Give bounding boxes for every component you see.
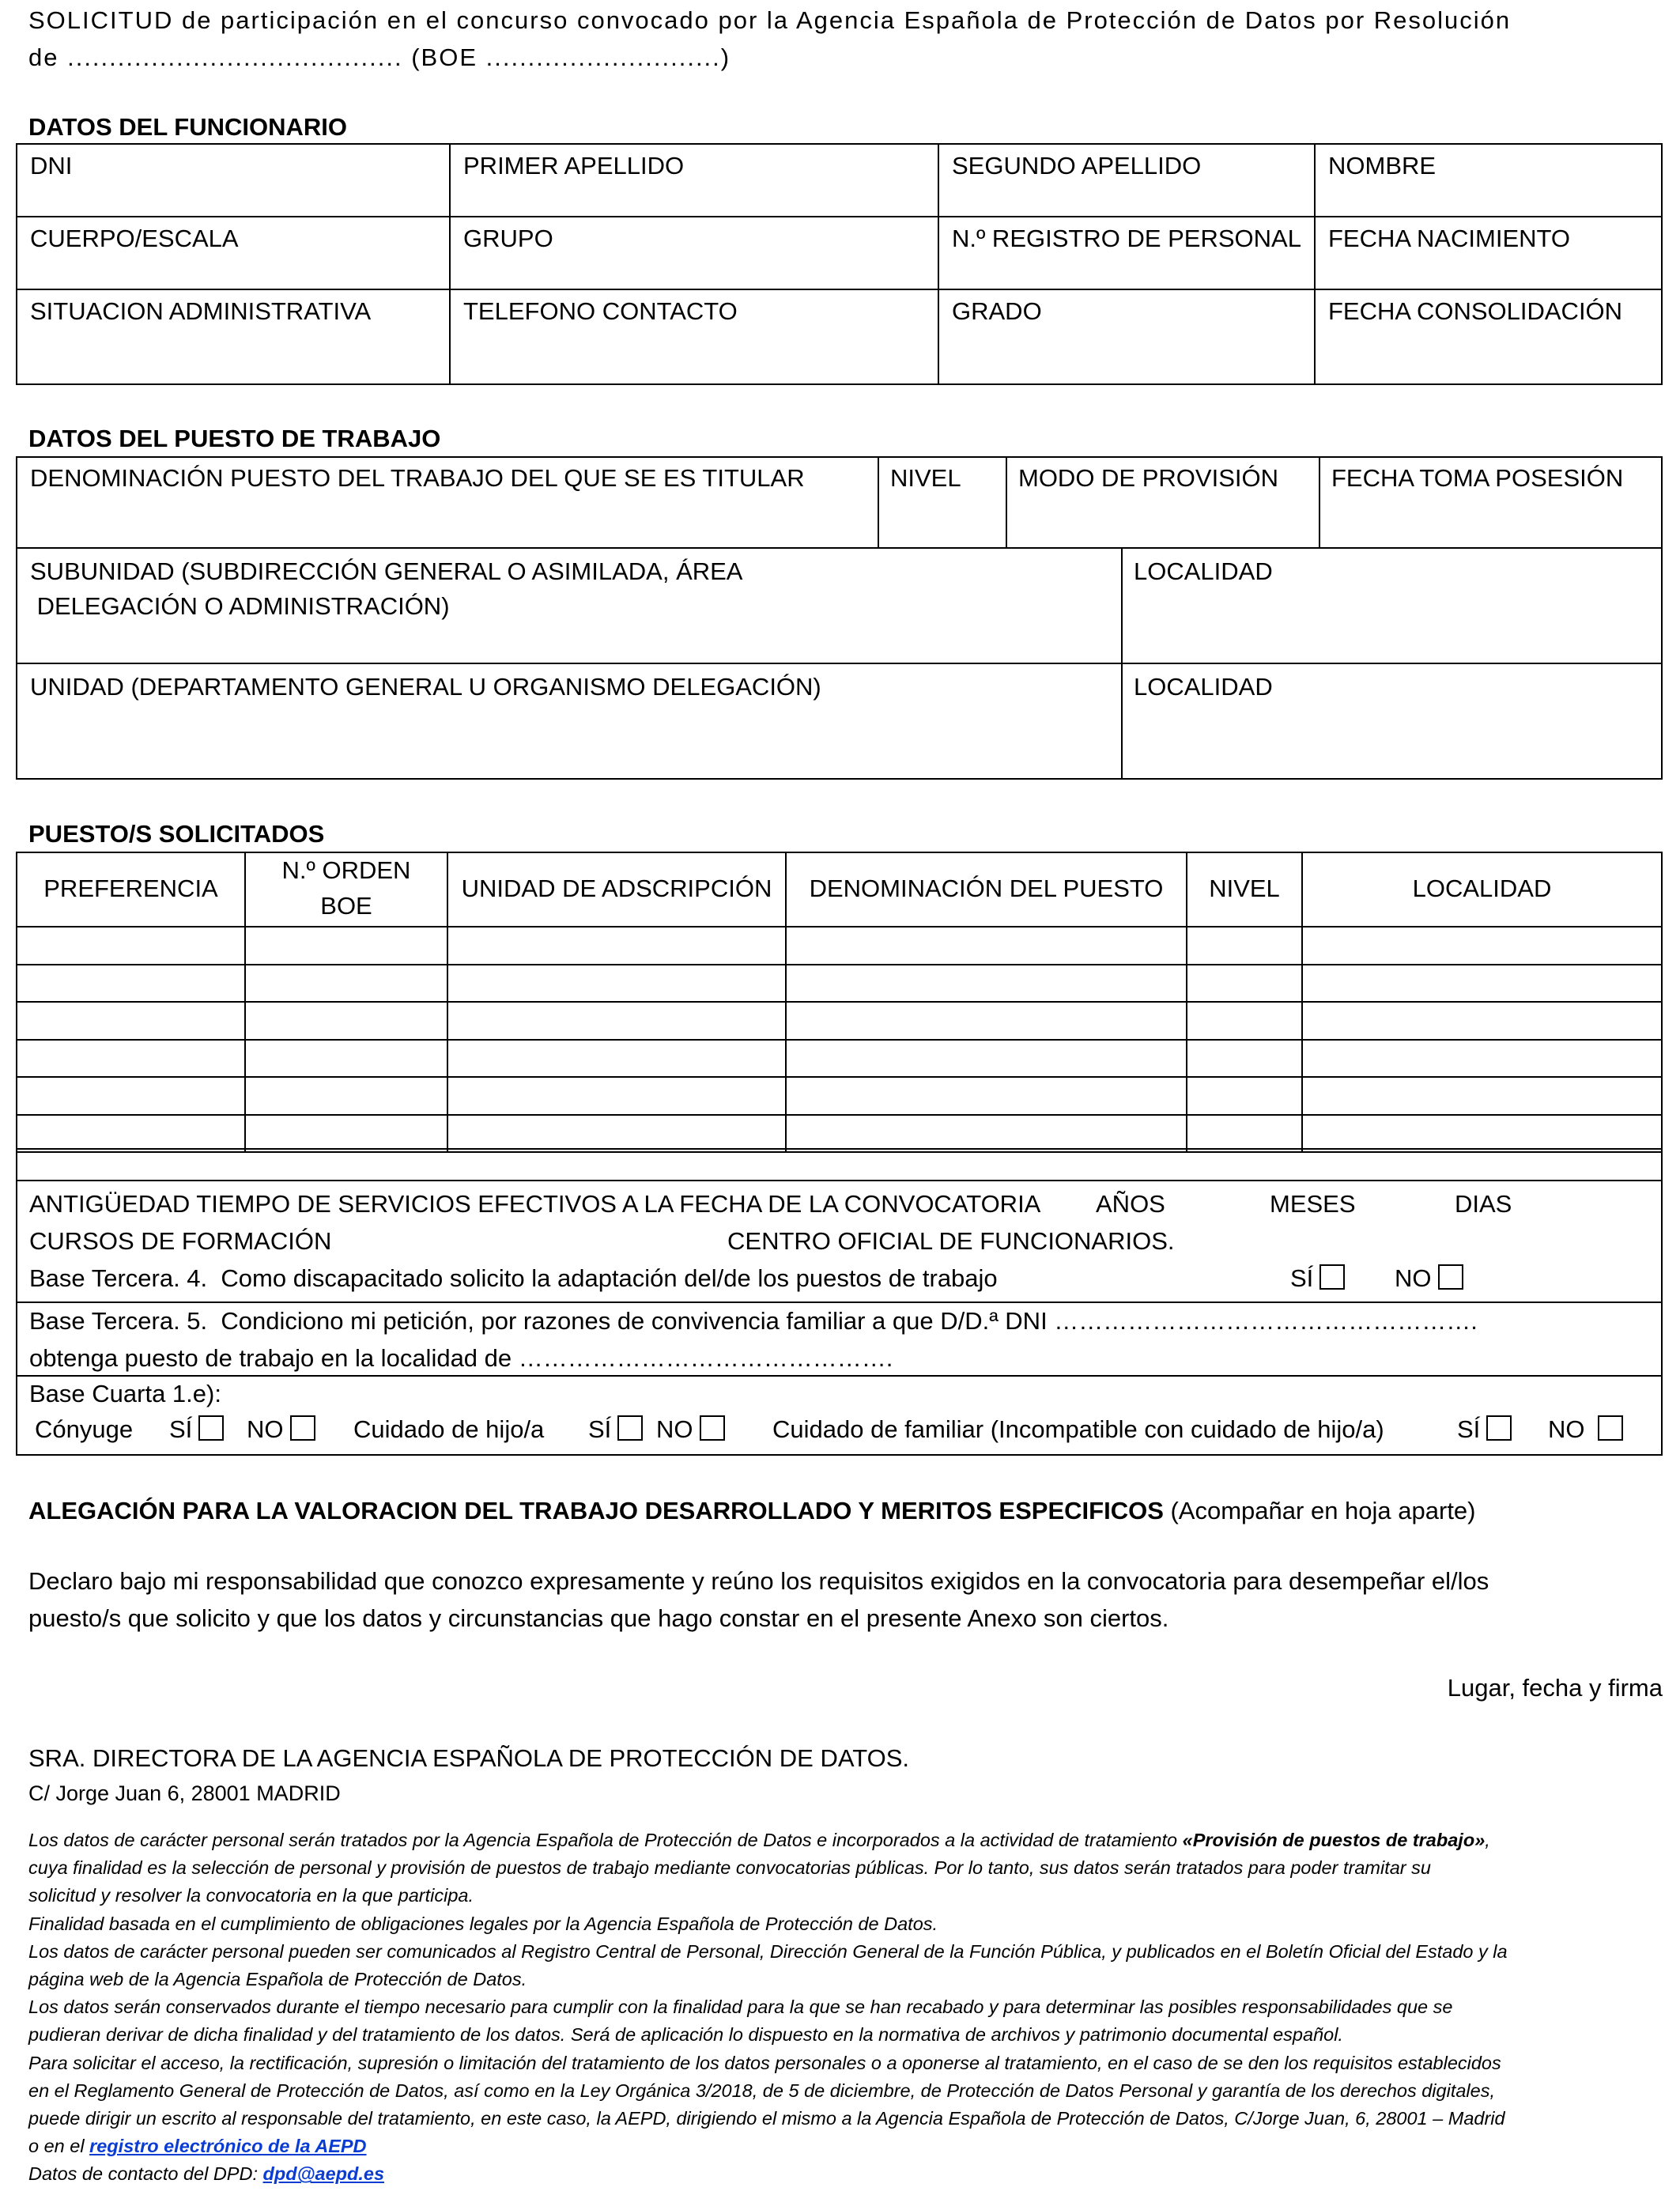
solicitado-cell[interactable] <box>244 1076 448 1116</box>
field-subunidad[interactable] <box>16 547 1123 664</box>
legal-text: o en el <box>28 2136 90 2157</box>
solicitado-cell[interactable] <box>785 964 1187 1003</box>
col-header-label: LOCALIDAD <box>1412 875 1552 902</box>
alegacion-line <box>28 1496 1476 1525</box>
centro-label: CENTRO OFICIAL DE FUNCIONARIOS. <box>727 1227 1175 1255</box>
checkbox-familiar-si[interactable] <box>1486 1415 1512 1441</box>
solicitado-cell[interactable] <box>1186 926 1303 965</box>
base-35-line-2: obtenga puesto de trabajo en la localidad de ………………………………………. <box>29 1344 893 1372</box>
field-label: TELEFONO CONTACTO <box>463 297 738 325</box>
conyuge-no <box>247 1415 315 1444</box>
blank-row <box>16 1148 1663 1181</box>
field-cuerpo-escala[interactable] <box>16 216 451 290</box>
header-line-1: SOLICITUD de participación en el concurso convocado por la Agencia Española de Protección de Datos por Resolución <box>28 6 1512 34</box>
alegacion-note: (Acompañar en hoja aparte) <box>1163 1497 1476 1524</box>
destinatario-line-1: SRA. DIRECTORA DE LA AGENCIA ESPAÑOLA DE PROTECCIÓN DE DATOS. <box>28 1744 910 1772</box>
antiguedad-label: ANTIGÜEDAD TIEMPO DE SERVICIOS EFECTIVOS A LA FECHA DE LA CONVOCATORIA <box>29 1190 1041 1218</box>
solicitado-cell[interactable] <box>447 964 787 1003</box>
solicitado-cell[interactable] <box>785 1039 1187 1079</box>
field-grupo[interactable] <box>449 216 939 290</box>
solicitado-cell[interactable] <box>1301 1076 1663 1116</box>
legal-line: Para solicitar el acceso, la rectificación, supresión o limitación del tratamiento de los datos personales o a oponerse al tratamiento, en el caso de se den los requisitos establecidos <box>28 2052 1501 2073</box>
anos-label: AÑOS <box>1096 1190 1165 1218</box>
solicitado-cell[interactable] <box>1301 1039 1663 1079</box>
field-dni[interactable] <box>16 143 451 217</box>
hijo-no <box>656 1415 725 1444</box>
checkbox-conyuge-no[interactable] <box>290 1415 315 1441</box>
checkbox-base34-si[interactable] <box>1319 1264 1345 1290</box>
solicitado-cell[interactable] <box>1301 1114 1663 1154</box>
registro-electronico-link[interactable]: registro electrónico de la AEPD <box>89 2136 367 2157</box>
checkbox-base34-no[interactable] <box>1438 1264 1463 1290</box>
legal-line <box>28 2133 1665 2160</box>
declaracion-line-2: puesto/s que solicito y que los datos y circunstancias que hago constar en el presente Anexo son ciertos. <box>28 1604 1169 1632</box>
legal-text: Datos de contacto del DPD: <box>28 2163 263 2185</box>
legal-line: en el Reglamento General de Protección de Datos, así como en la Ley Orgánica 3/2018, de 5 de diciembre, de Protección de Datos Personal y garantía de los derechos digitales, <box>28 2080 1495 2101</box>
legal-line <box>28 1827 1665 1854</box>
checkbox-hijo-si[interactable] <box>617 1415 643 1441</box>
field-fecha-toma-posesion[interactable] <box>1319 456 1663 549</box>
solicitado-cell[interactable] <box>1186 964 1303 1003</box>
si-label: SÍ <box>1290 1264 1314 1292</box>
field-nivel[interactable] <box>878 456 1007 549</box>
col-header-label: UNIDAD DE ADSCRIPCIÓN <box>461 875 772 902</box>
alegacion-title: ALEGACIÓN PARA LA VALORACION DEL TRABAJO DESARROLLADO Y MERITOS ESPECIFICOS <box>28 1497 1164 1524</box>
dias-label: DIAS <box>1455 1190 1512 1218</box>
solicitado-cell[interactable] <box>16 1076 246 1116</box>
familiar-no <box>1548 1415 1623 1444</box>
field-label: N.º REGISTRO DE PERSONAL <box>952 225 1301 252</box>
solicitado-cell[interactable] <box>785 1114 1187 1154</box>
no-label: NO <box>247 1415 284 1443</box>
checkbox-familiar-no[interactable] <box>1598 1415 1623 1441</box>
dpd-email-link[interactable]: dpd@aepd.es <box>262 2163 385 2185</box>
col-header-preferencia <box>16 852 246 927</box>
base-34-no <box>1395 1264 1463 1293</box>
no-label: NO <box>1548 1415 1585 1443</box>
field-nombre[interactable] <box>1314 143 1663 217</box>
legal-line: Los datos de carácter personal pueden ser comunicados al Registro Central de Personal, Dirección General de la Función Pública, y publicados en el Boletín Oficial del Estado y la <box>28 1940 1508 1962</box>
cuidado-familiar-label: Cuidado de familiar (Incompatible con cuidado de hijo/a) <box>772 1415 1384 1443</box>
conyuge-si <box>169 1415 224 1444</box>
si-label: SÍ <box>1457 1415 1481 1443</box>
col-header-label: N.º ORDEN <box>281 856 411 884</box>
field-situacion-administrativa[interactable] <box>16 289 451 385</box>
destinatario-line-2: C/ Jorge Juan 6, 28001 MADRID <box>28 1781 341 1805</box>
legal-text: , <box>1485 1830 1490 1850</box>
no-label: NO <box>656 1415 693 1443</box>
field-label: FECHA TOMA POSESIÓN <box>1331 464 1624 492</box>
legal-line: solicitud y resolver la convocatoria en la que participa. <box>28 1885 474 1906</box>
legal-line: página web de la Agencia Española de Protección de Datos. <box>28 1969 527 1990</box>
field-label: DENOMINACIÓN PUESTO DEL TRABAJO DEL QUE SE ES TITULAR <box>30 464 805 492</box>
field-modo-provision[interactable] <box>1006 456 1320 549</box>
field-label: DNI <box>30 152 73 179</box>
section-title-funcionario: DATOS DEL FUNCIONARIO <box>28 113 348 141</box>
declaracion-line-1: Declaro bajo mi responsabilidad que conozco expresamente y reúno los requisitos exigidos en la convocatoria para desempeñar el/los <box>28 1567 1489 1595</box>
legal-line: puede dirigir un escrito al responsable del tratamiento, en este caso, la AEPD, dirigiendo el mismo a la Agencia Española de Protección de Datos, C/Jorge Juan, 6, 28001 – Madrid <box>28 2108 1505 2129</box>
field-label: CUERPO/ESCALA <box>30 225 239 252</box>
familiar-si <box>1457 1415 1512 1444</box>
field-label: DELEGACIÓN O ADMINISTRACIÓN) <box>30 592 450 620</box>
field-label: SITUACION ADMINISTRATIVA <box>30 297 372 325</box>
field-label: NOMBRE <box>1328 152 1436 179</box>
solicitado-cell[interactable] <box>244 1039 448 1079</box>
col-header-label: PREFERENCIA <box>43 875 218 902</box>
field-localidad-subunidad[interactable] <box>1121 547 1663 664</box>
field-fecha-consolidacion[interactable] <box>1314 289 1663 385</box>
field-label: NIVEL <box>890 464 961 492</box>
checkbox-hijo-no[interactable] <box>700 1415 725 1441</box>
col-header-localidad <box>1301 852 1663 927</box>
solicitado-cell[interactable] <box>16 1039 246 1079</box>
legal-notice <box>28 1827 1665 2189</box>
solicitado-cell[interactable] <box>244 1001 448 1041</box>
firma-label: Lugar, fecha y firma <box>1447 1674 1663 1702</box>
field-label: FECHA CONSOLIDACIÓN <box>1328 297 1623 325</box>
meses-label: MESES <box>1270 1190 1356 1218</box>
legal-line: Finalidad basada en el cumplimiento de obligaciones legales por la Agencia Española de Protección de Datos. <box>28 1913 938 1934</box>
field-label: PRIMER APELLIDO <box>463 152 685 179</box>
solicitado-cell[interactable] <box>447 1039 787 1079</box>
cursos-label: CURSOS DE FORMACIÓN <box>29 1227 332 1255</box>
legal-line: cuya finalidad es la selección de personal y provisión de puestos de trabajo mediante convocatorias públicas. Por lo tanto, sus datos serán tratados para poder tramitar su <box>28 1857 1431 1879</box>
solicitado-cell[interactable] <box>244 1114 448 1154</box>
field-label: LOCALIDAD <box>1134 673 1273 701</box>
legal-line: Los datos serán conservados durante el tiempo necesario para cumplir con la finalidad para la que se han recabado y para determinar las posibles responsabilidades que se <box>28 1997 1453 2018</box>
solicitado-cell[interactable] <box>447 1001 787 1041</box>
legal-bold-activity: «Provisión de puestos de trabajo» <box>1182 1830 1486 1850</box>
field-fecha-nacimiento[interactable] <box>1314 216 1663 290</box>
header-line-2: de ........................................ (BOE ............................) <box>28 43 731 71</box>
field-label: UNIDAD (DEPARTAMENTO GENERAL U ORGANISMO DELEGACIÓN) <box>30 673 821 701</box>
field-segundo-apellido[interactable] <box>938 143 1316 217</box>
col-header-denominacion <box>785 852 1187 927</box>
field-label: SEGUNDO APELLIDO <box>952 152 1202 179</box>
field-label: GRUPO <box>463 225 553 252</box>
solicitado-cell[interactable] <box>785 1076 1187 1116</box>
solicitado-cell[interactable] <box>16 1001 246 1041</box>
solicitado-cell[interactable] <box>1301 926 1663 965</box>
conyuge-label: Cónyuge <box>35 1415 134 1443</box>
cuidado-hijo-label: Cuidado de hijo/a <box>353 1415 545 1443</box>
no-label: NO <box>1395 1264 1432 1292</box>
section-title-puesto: DATOS DEL PUESTO DE TRABAJO <box>28 425 441 452</box>
solicitado-cell[interactable] <box>447 1076 787 1116</box>
solicitado-cell[interactable] <box>1186 1001 1303 1041</box>
solicitado-cell[interactable] <box>1186 1114 1303 1154</box>
field-localidad-unidad[interactable] <box>1121 663 1663 780</box>
field-telefono-contacto[interactable] <box>449 289 939 385</box>
base-35-line-1: Base Tercera. 5. Condiciono mi petición, por razones de convivencia familiar a que D/D.ª DNI ……………………………………………. <box>29 1307 1478 1335</box>
solicitado-cell[interactable] <box>16 1114 246 1154</box>
base-34-si <box>1290 1264 1345 1293</box>
solicitado-cell[interactable] <box>447 926 787 965</box>
solicitado-cell[interactable] <box>16 964 246 1003</box>
si-label: SÍ <box>169 1415 193 1443</box>
solicitado-cell[interactable] <box>1186 1039 1303 1079</box>
solicitado-cell[interactable] <box>244 926 448 965</box>
solicitado-cell[interactable] <box>1301 964 1663 1003</box>
field-label: LOCALIDAD <box>1134 557 1273 585</box>
field-primer-apellido[interactable] <box>449 143 939 217</box>
solicitado-cell[interactable] <box>785 1001 1187 1041</box>
col-header-label: NIVEL <box>1209 875 1280 902</box>
col-header-unidad-adscripcion <box>447 852 787 927</box>
legal-text: Los datos de carácter personal serán tratados por la Agencia Española de Protección de Datos e incorporados a la actividad de tratamiento <box>28 1830 1183 1850</box>
col-header-orden-boe <box>244 852 448 927</box>
base-34-label: Base Tercera. 4. Como discapacitado solicito la adaptación del/de los puestos de trabajo <box>29 1264 998 1292</box>
field-grado[interactable] <box>938 289 1316 385</box>
section-title-solicitados: PUESTO/S SOLICITADOS <box>28 820 325 848</box>
legal-line <box>28 2160 1665 2188</box>
col-header-nivel <box>1186 852 1303 927</box>
field-registro-personal[interactable] <box>938 216 1316 290</box>
solicitado-cell[interactable] <box>244 964 448 1003</box>
solicitado-cell[interactable] <box>1301 1001 1663 1041</box>
si-label: SÍ <box>588 1415 612 1443</box>
field-unidad[interactable] <box>16 663 1123 780</box>
hijo-si <box>588 1415 643 1444</box>
col-header-label: BOE <box>320 892 372 920</box>
col-header-label: DENOMINACIÓN DEL PUESTO <box>809 875 1164 902</box>
field-label: FECHA NACIMIENTO <box>1328 225 1571 252</box>
solicitado-cell[interactable] <box>1186 1076 1303 1116</box>
solicitado-cell[interactable] <box>447 1114 787 1154</box>
solicitado-cell[interactable] <box>785 926 1187 965</box>
checkbox-conyuge-si[interactable] <box>198 1415 224 1441</box>
base-cuarta-label: Base Cuarta 1.e): <box>29 1380 221 1407</box>
field-label: GRADO <box>952 297 1042 325</box>
solicitado-cell[interactable] <box>16 926 246 965</box>
field-label: MODO DE PROVISIÓN <box>1018 464 1278 492</box>
legal-line: pudieran derivar de dicha finalidad y del tratamiento de los datos. Será de aplicación lo dispuesto en la normativa de archivos y patrimonio documental español. <box>28 2024 1343 2046</box>
field-denominacion-puesto[interactable] <box>16 456 879 549</box>
field-label: SUBUNIDAD (SUBDIRECCIÓN GENERAL O ASIMILADA, ÁREA <box>30 557 743 585</box>
